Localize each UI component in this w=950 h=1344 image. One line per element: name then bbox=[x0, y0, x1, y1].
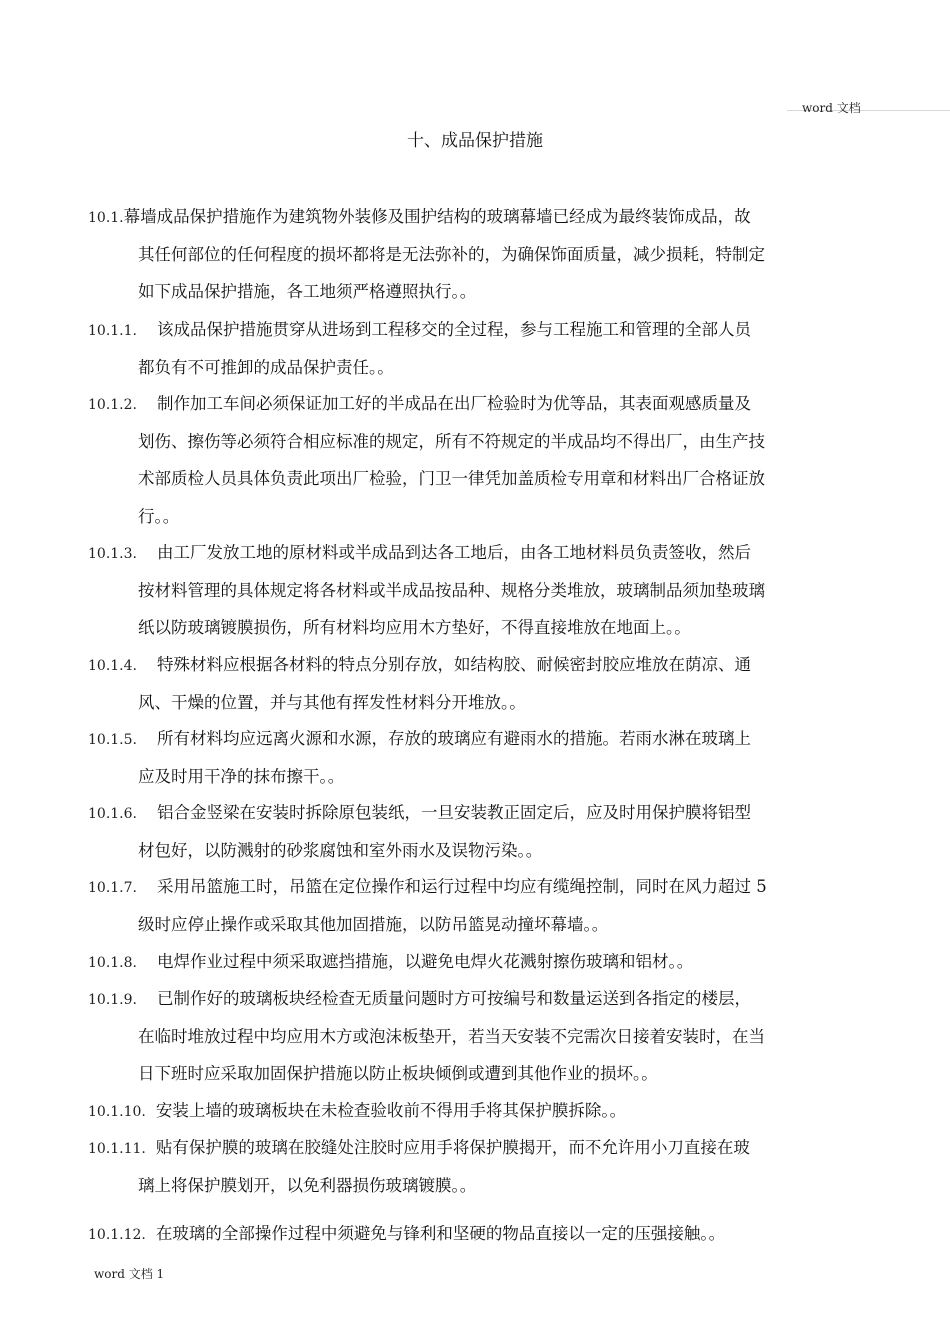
paragraph-10-1-5 bbox=[88, 720, 868, 795]
paragraph-line: 在临时堆放过程中均应用木方或泡沫板垫开，若当天安装不完需次日接着安装时，在当 bbox=[138, 1026, 765, 1046]
paragraph-line: 电焊作业过程中须采取遮挡措施，以避免电焊火花溅射擦伤玻璃和铝材。。 bbox=[156, 952, 694, 971]
paragraph-line: 都负有不可推卸的成品保护责任。。 bbox=[138, 357, 394, 377]
paragraph-line: 已制作好的玻璃板块经检查无质量问题时方可按编号和数量运送到各指定的楼层， bbox=[156, 989, 751, 1008]
paragraph-10-1-8 bbox=[88, 943, 868, 981]
paragraph-number: 10.1.9. bbox=[88, 992, 137, 1008]
paragraph-line: 所有材料均应远离火源和水源，存放的玻璃应有避雨水的措施。若雨水淋在玻璃上 bbox=[156, 729, 751, 748]
paragraph-line: 幕墙成品保护措施作为建筑物外装修及围护结构的玻璃幕墙已经成为最终装饰成品，故 bbox=[123, 207, 751, 226]
paragraph-line: 璃上将保护膜划开，以免利器损伤玻璃镀膜。。 bbox=[138, 1175, 477, 1195]
page-footer: word 文档 1 bbox=[94, 1267, 165, 1281]
paragraph-10-1-12 bbox=[88, 1215, 868, 1253]
paragraph-line: 铝合金竖梁在安装时拆除原包装纸，一旦安装教正固定后，应及时用保护膜将铝型 bbox=[156, 803, 751, 822]
page-header: word 文档 bbox=[802, 101, 861, 115]
paragraph-number: 10.1.5. bbox=[88, 732, 137, 748]
paragraph-line: 在玻璃的全部操作过程中须避免与锋利和坚硬的物品直接以一定的压强接触。。 bbox=[155, 1224, 726, 1243]
paragraph-line: 行。。 bbox=[138, 506, 180, 526]
paragraph-number: 10.1.2. bbox=[88, 397, 137, 413]
paragraph-number: 10.1.8. bbox=[88, 955, 137, 971]
paragraph-line: 采用吊篮施工时，吊篮在定位操作和运行过程中均应有缆绳控制，同时在风力超过 5 bbox=[156, 877, 767, 896]
paragraph-line: 特殊材料应根据各材料的特点分别存放，如结构胶、耐候密封胶应堆放在荫凉、通 bbox=[156, 655, 751, 674]
paragraph-line: 应及时用干净的抹布擦干。。 bbox=[138, 766, 345, 786]
paragraph-line: 术部质检人员具体负责此项出厂检验，门卫一律凭加盖质检专用章和材料出厂合格证放 bbox=[138, 469, 765, 488]
paragraph-line: 风、干燥的位置，并与其他有挥发性材料分开堆放。。 bbox=[138, 692, 526, 712]
paragraph-number: 10.1.4. bbox=[88, 658, 137, 674]
paragraph-line: 日下班时应采取加固保护措施以防止板块倾倒或遭到其他作业的损坏。。 bbox=[138, 1064, 658, 1083]
paragraph-line: 划伤、擦伤等必须符合相应标准的规定，所有不符规定的半成品均不得出厂，由生产技 bbox=[138, 431, 765, 451]
paragraph-line: 制作加工车间必须保证加工好的半成品在出厂检验时为优等品，其表面观感质量及 bbox=[156, 394, 751, 413]
paragraph-number: 10.1.1. bbox=[88, 323, 137, 339]
paragraph-number: 10.1.6. bbox=[88, 806, 137, 822]
paragraph-line: 该成品保护措施贯穿从进场到工程移交的全过程，参与工程施工和管理的全部人员 bbox=[156, 320, 751, 339]
paragraph-10-1-4 bbox=[88, 646, 868, 721]
paragraph-10-1-11 bbox=[88, 1129, 868, 1204]
paragraph-line: 纸以防玻璃镀膜损伤，所有材料均应用木方垫好，不得直接堆放在地面上。。 bbox=[138, 618, 691, 637]
paragraph-number: 10.1.10. bbox=[88, 1104, 146, 1120]
section-title: 十、成品保护措施 bbox=[407, 131, 543, 151]
paragraph-10-1-2 bbox=[88, 385, 868, 535]
paragraph-10-1-9 bbox=[88, 980, 868, 1093]
paragraph-line: 由工厂发放工地的原材料或半成品到达各工地后，由各工地材料员负责签收，然后 bbox=[156, 543, 751, 562]
paragraph-10-1-10 bbox=[88, 1092, 868, 1130]
paragraph-line: 其任何部位的任何程度的损坏都将是无法弥补的，为确保饰面质量，减少损耗，特制定 bbox=[138, 244, 765, 264]
paragraph-10-1-6 bbox=[88, 794, 868, 869]
paragraph-line: 如下成品保护措施，各工地须严格遵照执行。。 bbox=[138, 282, 477, 301]
paragraph-line: 贴有保护膜的玻璃在胶缝处注胶时应用手将保护膜揭开，而不允许用小刀直接在玻 bbox=[155, 1138, 750, 1157]
paragraph-10-1-1 bbox=[88, 311, 868, 386]
paragraph-10-1-3 bbox=[88, 534, 868, 647]
paragraph-line: 按材料管理的具体规定将各材料或半成品按品种、规格分类堆放，玻璃制品须加垫玻璃 bbox=[138, 580, 765, 600]
paragraph-number: 10.1.12. bbox=[88, 1227, 146, 1243]
paragraph-line: 级时应停止操作或采取其他加固措施，以防吊篮晃动撞坏幕墙。。 bbox=[138, 914, 609, 934]
paragraph-number: 10.1.11. bbox=[88, 1141, 146, 1157]
paragraph-number: 10.1.7. bbox=[88, 880, 137, 896]
paragraph-number: 10.1.3. bbox=[88, 546, 137, 562]
paragraph-10-1-7 bbox=[88, 868, 868, 943]
paragraph-10-1 bbox=[88, 198, 868, 311]
paragraph-line: 材包好，以防溅射的砂浆腐蚀和室外雨水及误物污染。。 bbox=[138, 840, 543, 860]
paragraph-number: 10.1. bbox=[88, 210, 124, 226]
paragraph-line: 安装上墙的玻璃板块在未检查验收前不得用手将其保护膜拆除。。 bbox=[155, 1101, 627, 1120]
